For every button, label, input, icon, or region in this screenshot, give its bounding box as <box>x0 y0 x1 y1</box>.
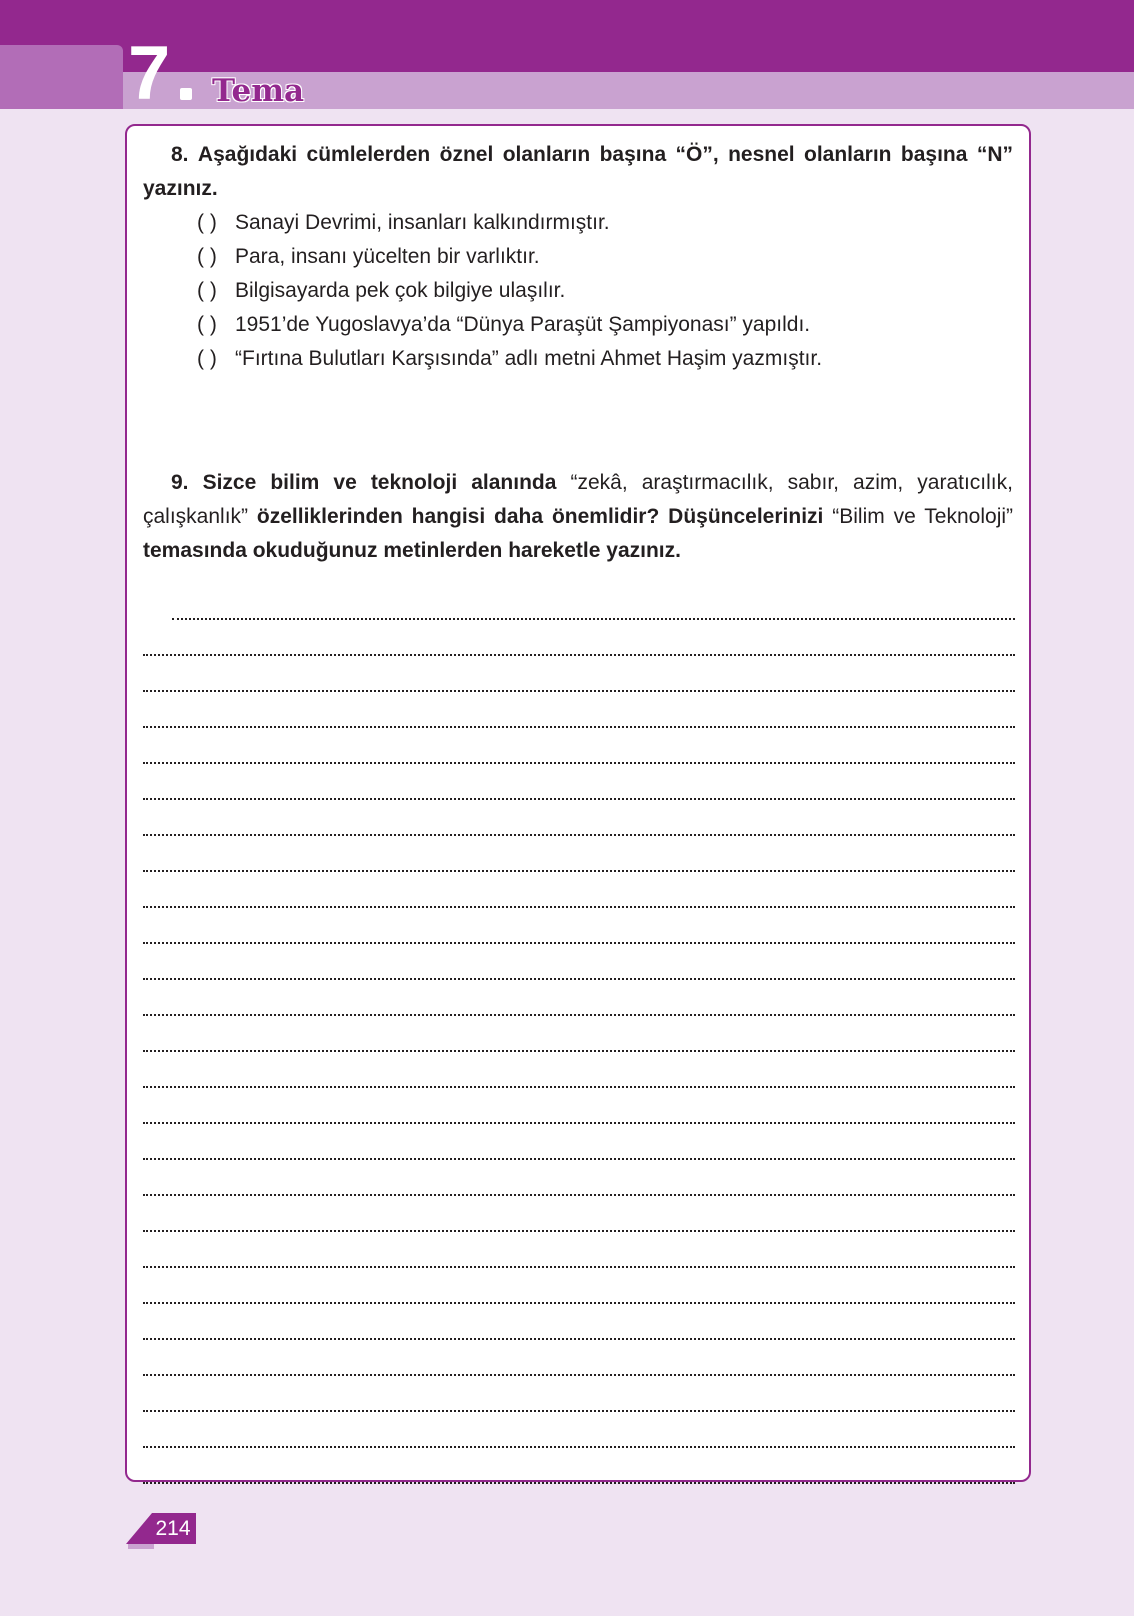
question-9-text-part5: temasında okuduğunuz metinlerden hareketle yazınız. <box>143 539 681 562</box>
page-number: 214 <box>155 1517 191 1540</box>
answer-line[interactable] <box>143 1268 1015 1304</box>
answer-line[interactable] <box>172 584 1015 620</box>
question-8-options <box>197 206 1017 376</box>
option-text: “Fırtına Bulutları Karşısında” adlı metni Ahmet Haşim yazmıştır. <box>235 347 823 370</box>
option-item <box>197 206 1017 240</box>
exercise-box <box>125 124 1031 1482</box>
answer-line[interactable] <box>143 1412 1015 1448</box>
answer-line[interactable] <box>143 1376 1015 1412</box>
theme-strip <box>0 72 1134 109</box>
question-8-number: 8. <box>171 143 189 166</box>
answer-line[interactable] <box>143 1016 1015 1052</box>
answer-line[interactable] <box>143 1052 1015 1088</box>
answer-line[interactable] <box>143 1088 1015 1124</box>
option-item <box>197 342 1017 376</box>
answer-line[interactable] <box>143 656 1015 692</box>
answer-line[interactable] <box>143 1304 1015 1340</box>
question-9-theme-name: “Bilim ve Teknoloji” <box>832 505 1014 528</box>
answer-line[interactable] <box>143 908 1015 944</box>
answer-line[interactable] <box>143 692 1015 728</box>
question-9-number: 9. <box>171 471 189 494</box>
answer-blank[interactable]: ( ) <box>197 245 217 268</box>
header-corner-block <box>0 45 123 109</box>
answer-line[interactable] <box>143 944 1015 980</box>
answer-line[interactable] <box>143 872 1015 908</box>
answer-line[interactable] <box>143 1196 1015 1232</box>
answer-line[interactable] <box>143 620 1015 656</box>
option-item <box>197 240 1017 274</box>
answer-blank[interactable]: ( ) <box>197 313 217 336</box>
answer-line[interactable] <box>143 1232 1015 1268</box>
answer-blank[interactable]: ( ) <box>197 347 217 370</box>
answer-line[interactable] <box>143 1340 1015 1376</box>
answer-line[interactable] <box>143 800 1015 836</box>
answer-blank[interactable]: ( ) <box>197 279 217 302</box>
option-text: 1951’de Yugoslavya’da “Dünya Paraşüt Şampiyonası” yapıldı. <box>235 313 811 336</box>
answer-line[interactable] <box>143 764 1015 800</box>
chapter-number: 7 <box>128 31 169 116</box>
option-text: Para, insanı yücelten bir varlıktır. <box>235 245 540 268</box>
header-band <box>0 0 1134 72</box>
answer-line[interactable] <box>143 1160 1015 1196</box>
question-9-prompt <box>143 466 1013 568</box>
question-8-text: Aşağıdaki cümlelerden öznel olanların başına “Ö”, nesnel olanların başına “N” yazınız. <box>143 143 1013 200</box>
chapter-label: Tema <box>212 73 305 109</box>
option-text: Bilgisayarda pek çok bilgiye ulaşılır. <box>235 279 566 302</box>
option-item <box>197 308 1017 342</box>
answer-line[interactable] <box>143 1448 1015 1484</box>
chapter-number-dot <box>180 88 192 100</box>
option-item <box>197 274 1017 308</box>
page-tab-shadow <box>128 1544 154 1549</box>
answer-line[interactable] <box>143 980 1015 1016</box>
answer-line[interactable] <box>143 1124 1015 1160</box>
option-text: Sanayi Devrimi, insanları kalkındırmıştır. <box>235 211 610 234</box>
answer-line[interactable] <box>143 728 1015 764</box>
answer-lines[interactable] <box>143 584 1015 1484</box>
question-9-text-part3: özelliklerinden hangisi daha önemlidir? Düşüncelerinizi <box>256 505 824 528</box>
question-9-traits: “zekâ, araştırmacılık, sabır, azim, yaratıcılık, çalışkanlık” <box>143 471 1013 528</box>
answer-line[interactable] <box>143 836 1015 872</box>
question-9-text-part1: Sizce bilim ve teknoloji alanında <box>202 471 557 494</box>
answer-blank[interactable]: ( ) <box>197 211 217 234</box>
question-8-prompt <box>143 138 1013 206</box>
